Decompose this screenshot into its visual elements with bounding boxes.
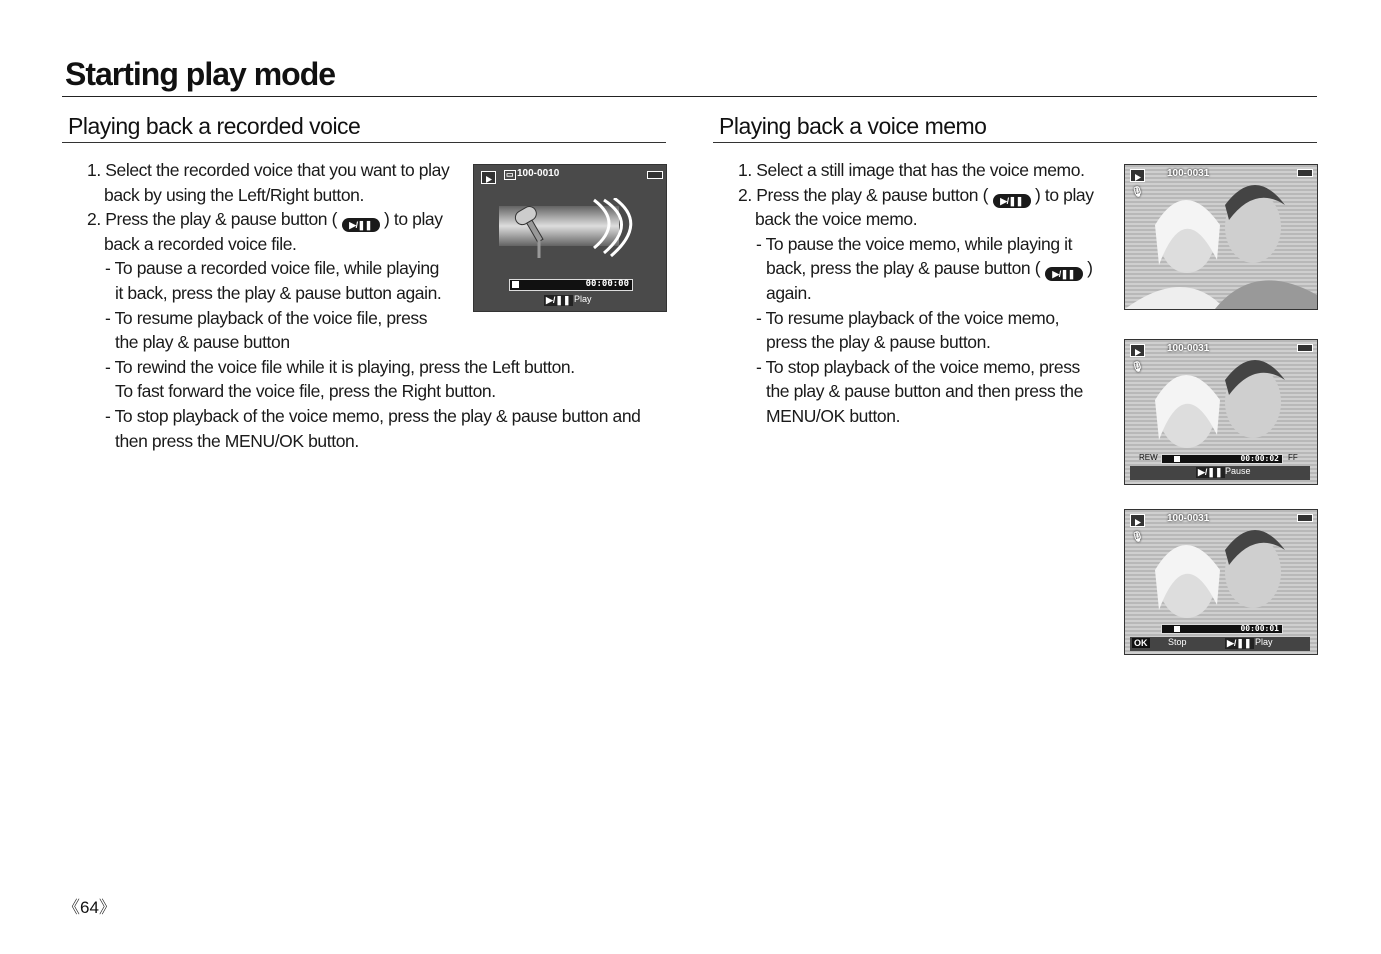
voice-memo-screen-playing: [1124, 339, 1318, 485]
play-pause-button-icon: ▶/❚❚: [1045, 267, 1083, 281]
rewind-label: REW: [1139, 453, 1158, 462]
page-number: 《64》: [63, 898, 116, 917]
note-line: To fast forward the voice file, press the Right button.: [115, 381, 496, 402]
note-text: back, press the play & pause button (: [766, 258, 1041, 279]
elapsed-time: 00:00:00: [585, 279, 629, 289]
note-line: it back, press the play & pause button again.: [115, 282, 442, 303]
note-line: then press the MENU/OK button.: [115, 430, 359, 451]
voice-memo-screen-select: [1124, 164, 1318, 310]
battery-icon: [647, 171, 663, 179]
step-line: 1. Select the recorded voice that you want to play: [87, 160, 450, 180]
voice-memo-icon: 🎙: [1131, 362, 1144, 373]
note-line: press the play & pause button.: [766, 332, 991, 353]
file-number: 100-0010: [517, 168, 560, 179]
voice-memo-icon: 🎙: [1131, 187, 1144, 198]
note-line: again.: [766, 282, 812, 303]
page-title: Starting play mode: [65, 56, 336, 92]
control-label: Play: [1255, 637, 1273, 647]
elapsed-time: 00:00:01: [1240, 624, 1279, 633]
step-text: ) to play: [1034, 184, 1094, 205]
couple-photo-illustration: [1125, 165, 1317, 309]
step-text: ) to play: [383, 209, 443, 230]
step-text: 2. Press the play & pause button (: [738, 184, 989, 205]
voice-file-icon: ▭: [506, 170, 514, 179]
battery-icon: [1297, 169, 1313, 177]
control-bar: [1130, 637, 1310, 651]
left-section-heading: Playing back a recorded voice: [68, 113, 361, 139]
progress-bar: [1161, 624, 1283, 634]
control-label: Play: [574, 294, 592, 304]
play-mode-icon: [1130, 344, 1145, 357]
note-line: - To rewind the voice file while it is playing, press the Left button.: [105, 356, 575, 377]
left-section-divider: [62, 142, 666, 143]
step-line: back a recorded voice file.: [104, 233, 297, 254]
microphone-icon: [499, 198, 644, 258]
play-pause-icon: ▶/❚❚: [1198, 467, 1223, 477]
step-line: back the voice memo.: [755, 209, 918, 230]
step-line: 1. Select a still image that has the voice memo.: [738, 160, 1085, 180]
right-section-heading: Playing back a voice memo: [719, 113, 987, 139]
control-label: Pause: [1225, 466, 1251, 476]
voice-playback-screen: [473, 164, 667, 312]
play-pause-icon: ▶/❚❚: [1227, 638, 1252, 648]
file-number: 100-0031: [1167, 343, 1210, 354]
step-line: back by using the Left/Right button.: [104, 184, 364, 205]
note-line: - To stop playback of the voice memo, press: [756, 356, 1080, 377]
voice-memo-icon: 🎙: [1131, 532, 1144, 543]
voice-memo-screen-paused: [1124, 509, 1318, 655]
play-mode-icon: [481, 171, 496, 184]
fast-forward-label: FF: [1288, 453, 1298, 462]
battery-icon: [1297, 344, 1313, 352]
right-instructions: [738, 158, 1094, 429]
note-line: - To pause a recorded voice file, while playing: [105, 258, 439, 279]
stop-label: Stop: [1168, 637, 1187, 647]
note-line: the play & pause button and then press the: [766, 381, 1083, 402]
progress-bar: [1161, 454, 1283, 464]
note-line: - To stop playback of the voice memo, press the play & pause button and: [105, 405, 641, 426]
title-divider: [62, 96, 1317, 97]
play-mode-icon: [1130, 169, 1145, 182]
note-line: [738, 256, 1094, 281]
note-line: the play & pause button: [115, 332, 290, 353]
right-section-divider: [713, 142, 1317, 143]
note-line: - To resume playback of the voice memo,: [756, 307, 1060, 328]
step-line: [738, 183, 1094, 208]
file-number: 100-0031: [1167, 513, 1210, 524]
note-text: ): [1087, 258, 1093, 279]
note-line: - To pause the voice memo, while playing it: [756, 233, 1073, 254]
play-pause-icon: ▶/❚❚: [546, 295, 571, 305]
note-line: - To resume playback of the voice file, press: [105, 307, 428, 328]
play-pause-button-icon: ▶/❚❚: [993, 194, 1031, 208]
note-line: MENU/OK button.: [766, 405, 901, 426]
ok-button-icon: OK: [1134, 638, 1148, 648]
elapsed-time: 00:00:02: [1240, 454, 1279, 463]
progress-bar: [509, 279, 633, 291]
battery-icon: [1297, 514, 1313, 522]
control-bar: [1130, 466, 1310, 480]
step-text: 2. Press the play & pause button (: [87, 209, 338, 230]
play-mode-icon: [1130, 514, 1145, 527]
file-number: 100-0031: [1167, 168, 1210, 179]
play-pause-button-icon: ▶/❚❚: [342, 218, 380, 232]
